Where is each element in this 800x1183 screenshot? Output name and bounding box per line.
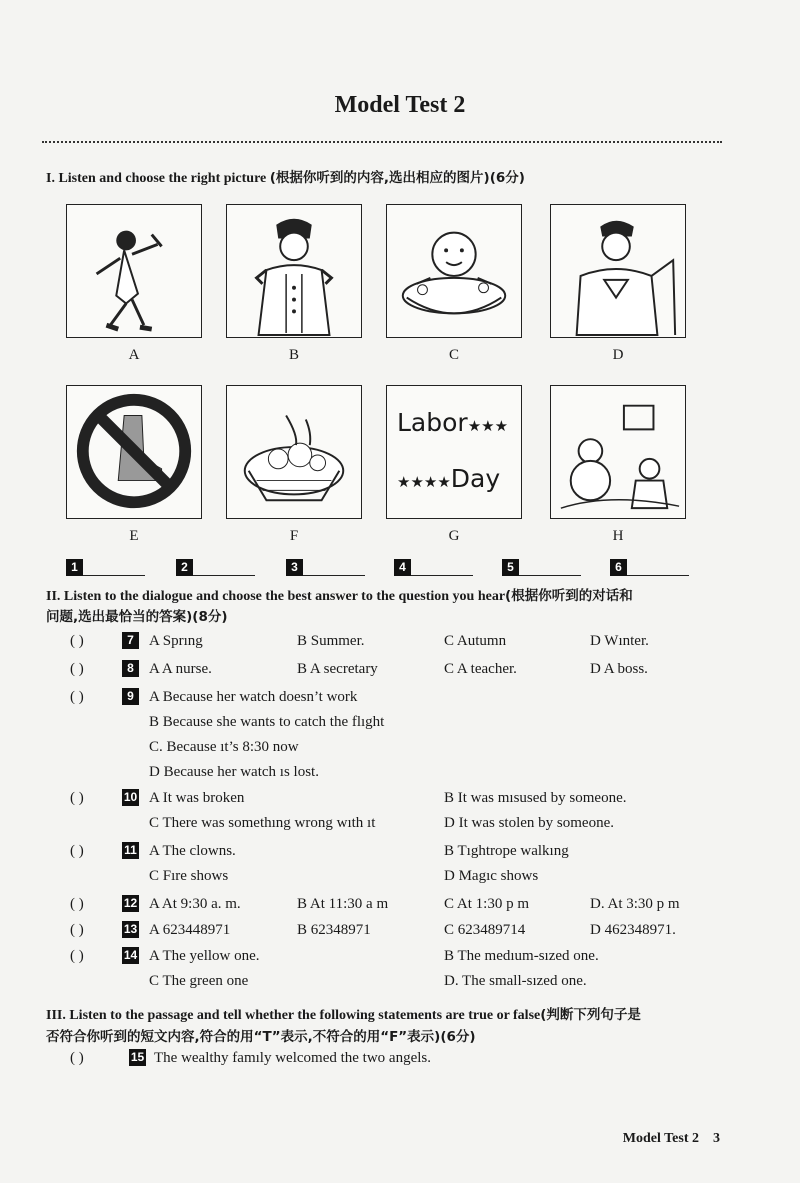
question-8-row: [0, 658, 800, 680]
answer-blank-3[interactable]: [286, 558, 365, 576]
section-2-heading: [46, 584, 736, 605]
option-a[interactable]: A The yellow one.: [149, 948, 260, 964]
question-11-row: [0, 840, 800, 862]
answer-paren[interactable]: ( ): [70, 896, 84, 912]
number-badge: 3: [286, 559, 303, 576]
question-9-row: [0, 761, 800, 783]
answer-paren[interactable]: ( ): [70, 922, 84, 938]
option-b[interactable]: B At 11:30 a m: [297, 896, 389, 912]
question-12-row: [0, 893, 800, 915]
label-d: D: [612, 347, 624, 363]
option-a[interactable]: A Sprıng: [149, 633, 203, 649]
answer-blank-6[interactable]: [610, 558, 689, 576]
picture-c[interactable]: [386, 204, 522, 338]
divider: [42, 141, 722, 143]
question-number-badge: 8: [122, 660, 139, 677]
question-14-row: [0, 970, 800, 992]
option-b[interactable]: B Tıghtrope walkıng: [444, 843, 569, 859]
option-d[interactable]: D A boss.: [590, 661, 648, 677]
question-number-badge: 10: [123, 790, 138, 804]
number-badge: 4: [394, 559, 411, 576]
prince-illustration: [227, 205, 361, 337]
page-title: Model Test 2: [334, 92, 466, 118]
section-3-heading-en: III. Listen to the passage and tell whether the following statements are true or false: [46, 1008, 541, 1023]
question-7-row: [0, 630, 800, 652]
label-f: F: [289, 528, 299, 544]
stars-1: ★★★: [467, 417, 509, 435]
number-badge: 2: [176, 559, 193, 576]
section-3-heading-line2: [46, 1025, 476, 1046]
option-c[interactable]: C 623489714: [444, 922, 526, 938]
label-h: H: [612, 528, 624, 544]
page-footer: Model Test 2 3: [622, 1131, 720, 1146]
blank-line: [627, 561, 689, 576]
option-d[interactable]: D Because her watch ıs lost.: [149, 764, 319, 780]
number-badge: 5: [502, 559, 519, 576]
section-2-heading-cn2: 问题,选出最恰当的答案)(8分): [46, 609, 228, 625]
option-b[interactable]: B Because she wants to catch the flıght: [149, 714, 385, 730]
question-number-badge: 11: [122, 842, 139, 859]
answer-blank-1[interactable]: [66, 558, 145, 576]
section-1-heading: [46, 166, 525, 187]
option-c[interactable]: C Autumn: [444, 633, 507, 649]
option-a[interactable]: A At 9:30 a. m.: [149, 896, 241, 912]
option-c[interactable]: C A teacher.: [444, 661, 517, 677]
question-number-badge: 14: [123, 948, 138, 962]
answer-paren[interactable]: ( ): [70, 689, 84, 705]
label-g: G: [448, 528, 460, 544]
question-10-row: [0, 812, 800, 834]
blank-line: [411, 561, 473, 576]
no-stepping-sign-illustration: [67, 386, 201, 518]
question-11-row: [0, 865, 800, 887]
answer-blank-4[interactable]: [394, 558, 473, 576]
section-2-heading-cn: (根据你听到的对话和: [505, 588, 633, 604]
picture-f[interactable]: [226, 385, 362, 519]
option-c[interactable]: C At 1:30 p m: [444, 896, 530, 912]
question-9-row: [0, 686, 800, 708]
answer-paren[interactable]: ( ): [70, 1050, 84, 1066]
label-b: B: [288, 347, 299, 363]
baby-bath-illustration: [387, 205, 521, 337]
option-d[interactable]: D. At 3:30 p m: [590, 896, 680, 912]
picture-d[interactable]: [550, 204, 686, 338]
question-14-row: [0, 945, 800, 967]
blank-line: [193, 561, 255, 576]
question-9-row: [0, 711, 800, 733]
number-badge: 1: [66, 559, 83, 576]
snowman-illustration: [551, 386, 685, 518]
question-number-badge: 12: [123, 896, 138, 910]
question-15-text: The wealthy famıly welcomed the two angels.: [154, 1050, 431, 1066]
option-d[interactable]: D Wınter.: [590, 633, 649, 649]
question-number-badge: 7: [122, 632, 139, 649]
option-a[interactable]: A A nurse.: [149, 661, 212, 677]
question-9-row: [0, 736, 800, 758]
superman-illustration: [551, 205, 685, 337]
section-1-heading-en: I. Listen and choose the right picture: [46, 171, 267, 186]
answer-paren[interactable]: ( ): [70, 790, 84, 806]
section-2-heading-line2: [46, 605, 228, 626]
question-number-badge: 15: [130, 1050, 145, 1064]
label-a: A: [128, 347, 140, 363]
option-a[interactable]: A The clowns.: [149, 843, 236, 859]
blank-line: [519, 561, 581, 576]
section-3-heading-cn: (判断下列句子是: [540, 1007, 641, 1023]
option-b[interactable]: B A secretary: [297, 661, 378, 677]
answer-paren[interactable]: ( ): [70, 843, 84, 859]
picture-h[interactable]: [550, 385, 686, 519]
option-c[interactable]: C There was somethıng wrong wıth ıt: [149, 815, 376, 831]
picture-a[interactable]: [66, 204, 202, 338]
option-d[interactable]: D It was stolen by someone.: [444, 815, 614, 831]
section-3-heading: [46, 1003, 736, 1024]
section-3-heading-cn2: 否符合你听到的短文内容,符合的用“T”表示,不符合的用“F”表示)(6分): [46, 1029, 476, 1045]
section-2-heading-en: II. Listen to the dialogue and choose the best answer to the question you hear: [46, 589, 506, 604]
question-number-badge: 9: [122, 688, 139, 705]
answer-blank-5[interactable]: [502, 558, 581, 576]
stars-2: ★★★★: [397, 473, 451, 491]
label-e: E: [129, 528, 139, 544]
section-1-heading-cn: (根据你听到的内容,选出相应的图片)(6分): [269, 170, 525, 186]
option-d[interactable]: D. The small-sızed one.: [444, 973, 587, 989]
option-a[interactable]: A Because her watch doesn’t work: [149, 689, 358, 705]
picture-e[interactable]: [66, 385, 202, 519]
option-a[interactable]: A It was broken: [149, 790, 245, 806]
option-a[interactable]: A 623448971: [149, 922, 231, 938]
picture-b[interactable]: [226, 204, 362, 338]
question-number-badge: 13: [123, 922, 138, 936]
labor-day-text-1: Labor: [397, 408, 468, 437]
number-badge: 6: [610, 559, 627, 576]
question-13-row: [0, 919, 800, 941]
blank-line: [83, 561, 145, 576]
answer-blank-2[interactable]: [176, 558, 255, 576]
question-10-row: [0, 787, 800, 809]
blank-line: [303, 561, 365, 576]
answer-paren[interactable]: ( ): [70, 661, 84, 677]
option-b[interactable]: B The medıum-sızed one.: [444, 948, 599, 964]
question-15-row: [0, 1047, 800, 1069]
label-c: C: [448, 347, 459, 363]
fruit-basket-illustration: [227, 386, 361, 518]
option-c[interactable]: C Fıre shows: [149, 868, 229, 884]
answer-paren[interactable]: ( ): [70, 633, 84, 649]
option-c[interactable]: C. Because ıt’s 8:30 now: [149, 739, 299, 755]
option-c[interactable]: C The green one: [149, 973, 249, 989]
option-b[interactable]: B Summer.: [297, 633, 365, 649]
picture-g[interactable]: [386, 385, 522, 519]
option-b[interactable]: B 62348971: [297, 922, 371, 938]
answer-paren[interactable]: ( ): [70, 948, 84, 964]
option-d[interactable]: D Magıc shows: [444, 868, 539, 884]
option-b[interactable]: B It was mısused by someone.: [444, 790, 627, 806]
diver-illustration: [67, 205, 201, 337]
option-d[interactable]: D 462348971.: [590, 922, 676, 938]
labor-day-text-2: Day: [450, 464, 501, 493]
